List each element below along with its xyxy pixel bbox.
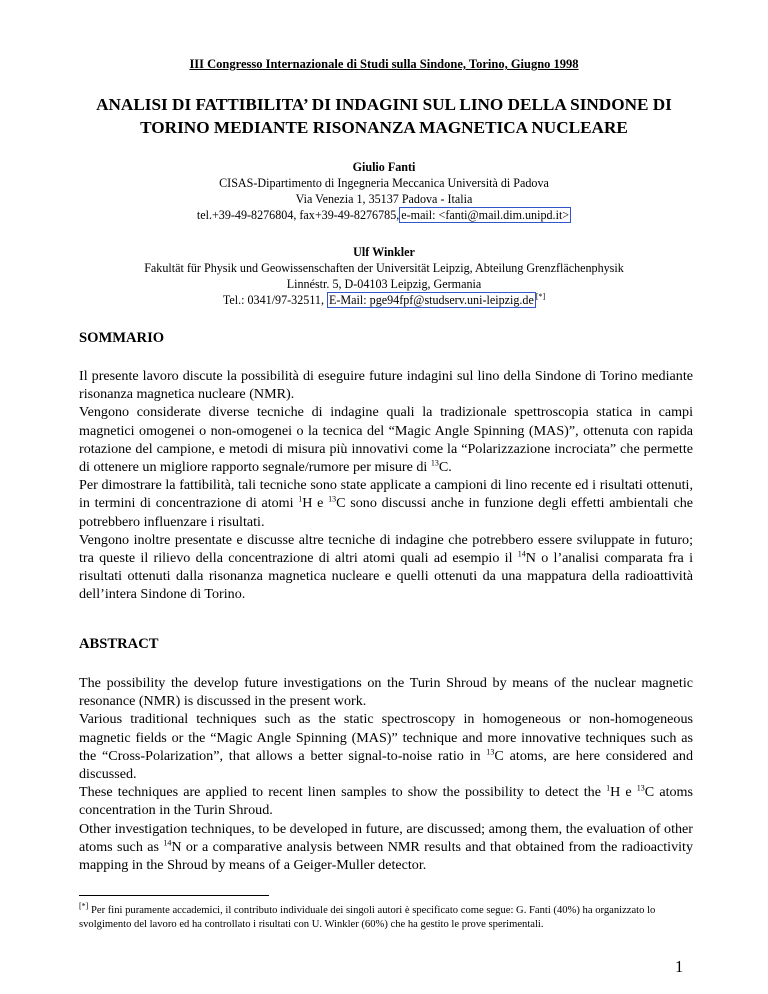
sommario-paragraph: Vengono inoltre presentate e discusse altre tecniche di indagine che potrebbero essere sviluppate in futuro; tra queste il rilievo della concentrazione di altri atomi quali ad esempio il $^{14}$N o l’analisi comparata fra i risultati ottenuti dalla risonanza magnetica nucleare e quelli ottenuti da una mappatura della radioattività dell’intera Sindone di Torino.	[79, 531, 693, 603]
author-address: Via Venezia 1, 35137 Padova - Italia	[295, 192, 473, 206]
sommario-paragraph: Per dimostrare la fattibilità, tali tecniche sono state applicate a campioni di lino recente ed i risultati ottenuti, in termini di concentrazione di atomi $^1$H e $^{13}$C sono discussi anche in funzione degli effetti ambientali che potrebbero influenzare i risultati.	[79, 477, 694, 530]
author-contact-line	[0, 207, 768, 223]
author-affiliation: CISAS-Dipartimento di Ingegneria Meccanica Università di Padova	[219, 176, 549, 190]
author-name: Ulf Winkler	[353, 245, 415, 259]
page-number: 1	[675, 957, 684, 976]
sommario-body	[79, 367, 693, 604]
footnote	[79, 901, 697, 932]
footnote-mark: [*]	[79, 901, 89, 911]
sommario-heading: SOMMARIO	[79, 330, 165, 346]
conference-header: III Congresso Internazionale di Studi sulla Sindone, Torino, Giugno 1998	[189, 57, 579, 71]
abstract-heading: ABSTRACT	[79, 636, 159, 652]
author-block-2	[0, 244, 768, 308]
author-name: Giulio Fanti	[352, 160, 416, 174]
author-affiliation: Fakultät für Physik und Geowissenschaften der Universität Leipzig, Abteilung Grenzflächenphysik	[144, 261, 624, 275]
footnote-marker[interactable]: [*]	[535, 291, 546, 301]
footnote-text: Per fini puramente accademici, il contributo individuale dei singoli autori è specificato come segue: G. Fanti (40%) ha organizzato lo svolgimento del lavoro ed ha controllato i risultati con U. Winkler (60%) che ha gestito le prove sperimentali.	[79, 905, 656, 930]
sommario-paragraph: Vengono considerate diverse tecniche di indagine quali la tradizionale spettroscopia statica in campi magnetici omogenei o non-omogenei o la tecnica del “Magic Angle Spinning (MAS)”, ottenuta con rapida rotazione del campione, e metodi di misura più innovativi come la “Polarizzazione incrociata” che permette di ottenere un migliore rapporto segnale/rumore per misure di $^{13}$C.	[79, 404, 693, 476]
author-phone-fax: tel.+39-49-8276804, fax+39-49-8276785,	[196, 208, 400, 222]
abstract-paragraph: The possibility the develop future investigations on the Turin Shroud by means of the nuclear magnetic resonance (NMR) is discussed in the present work.	[79, 675, 693, 710]
author-address: Linnéstr. 5, D-04103 Leipzig, Germania	[286, 277, 482, 291]
sommario-paragraph: Il presente lavoro discute la possibilità di eseguire future indagini sul lino della Sindone di Torino mediante risonanza magnetica nucleare (NMR).	[79, 368, 693, 403]
abstract-paragraph: These techniques are applied to recent linen samples to show the possibility to detect the $^1$H e $^{13}$C atoms concentration in the Turin Shroud.	[79, 783, 693, 819]
abstract-body	[79, 674, 693, 874]
abstract-paragraph: Other investigation techniques, to be developed in future, are discussed; among them, the evaluation of other atoms such as $^{14}$N or a comparative analysis between NMR results and that obtained from the radioactivity mapping in the Shroud by means of a Geiger-Muller detector.	[79, 820, 694, 874]
paper-title: ANALISI DI FATTIBILITA’ DI INDAGINI SUL LINO DELLA SINDONE DI TORINO MEDIANTE RISONANZA MAGNETICA NUCLEARE	[96, 95, 672, 137]
author-block-1	[0, 159, 768, 223]
footnote-separator	[79, 895, 269, 896]
abstract-paragraph: Various traditional techniques such as the static spectroscopy in homogeneous or non-homogeneous magnetic fields or the “Magic Angle Spinning (MAS)” technique and more innovative techniques such as the “Cross-Polarization”, that allows a better signal-to-noise ratio in $^{13}$C atoms, are here considered and discussed.	[79, 711, 693, 783]
author-email-link[interactable]: E-Mail: pge94fpf@studserv.uni-leipzig.de	[329, 293, 534, 307]
author-email-link[interactable]: e-mail: <fanti@mail.dim.unipd.it>	[401, 208, 570, 222]
author-contact-line	[0, 292, 768, 308]
author-phone: Tel.: 0341/97-32511,	[222, 293, 324, 307]
